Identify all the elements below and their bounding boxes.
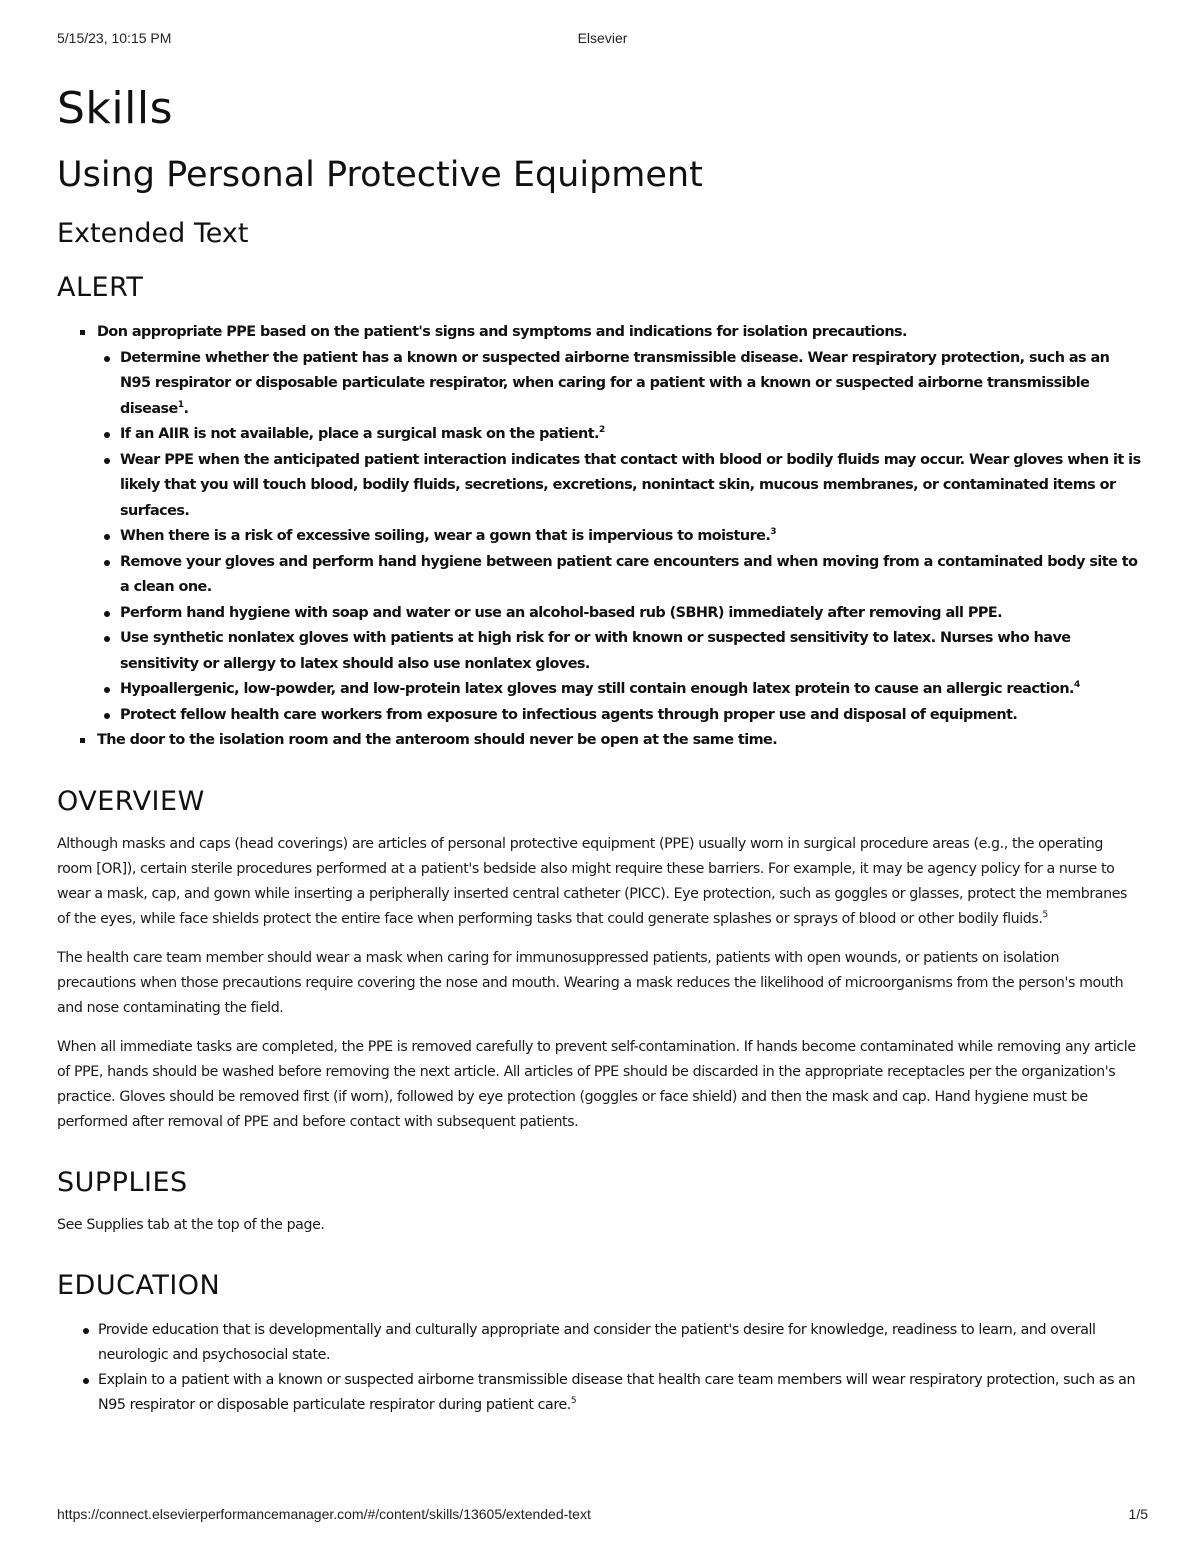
print-url: https://connect.elsevierperformancemanager.com/#/content/skills/13605/extended-text — [57, 1506, 591, 1522]
overview-paragraph: When all immediate tasks are completed, the PPE is removed carefully to prevent self-contamination. If hands become contaminated while removing any article of PPE, hands should be washed before removing the next article. All articles of PPE should be discarded in the appropriate receptacles per the organization's practice. Gloves should be removed first (if worn), followed by eye protection (goggles or face shield) and then the mask and cap. Hand hygiene must be performed after removal of PPE and before contact with subsequent patients. — [57, 1038, 1136, 1130]
alert-subitem-text: Remove your gloves and perform hand hygiene between patient care encounters and when moving from a contaminated body site to a clean one. — [120, 553, 1138, 595]
alert-list — [57, 320, 1142, 754]
alert-subitem-text: Hypoallergenic, low-powder, and low-protein latex gloves may still contain enough latex protein to cause an allergic reaction. — [120, 681, 1074, 697]
alert-subitem — [102, 601, 1142, 627]
reference-marker[interactable]: 4 — [1073, 680, 1080, 690]
education-item — [81, 1368, 1142, 1418]
reference-marker[interactable]: 2 — [598, 425, 605, 435]
alert-subitem-text: Perform hand hygiene with soap and water or use an alcohol-based rub (SBHR) immediately after removing all PPE. — [120, 604, 1003, 621]
print-datetime: 5/15/23, 10:15 PM — [57, 30, 172, 46]
alert-subitem — [102, 550, 1142, 601]
alert-subitem-text: Wear PPE when the anticipated patient interaction indicates that contact with blood or bodily fluids may occur. Wear gloves when it is likely that you will touch blood, bodily fluids, secretions, excretions, nonintact skin, mucous membranes, or contaminated items or surfaces. — [120, 451, 1141, 519]
reference-marker[interactable]: 1 — [177, 399, 184, 410]
overview-paragraph: The health care team member should wear a mask when caring for immunosuppressed patients, patients with open wounds, or patients on isolation precautions when those precautions require covering the nose and mouth. Wearing a mask reduces the likelihood of microorganisms from the person's mouth and nose contaminating the field. — [57, 949, 1124, 1016]
alert-subitem — [102, 626, 1142, 677]
reference-marker[interactable]: 5 — [1042, 909, 1048, 920]
print-header — [57, 30, 1148, 50]
alert-item-text: The door to the isolation room and the anteroom should never be open at the same time. — [97, 732, 778, 748]
alert-item — [97, 320, 1142, 728]
alert-subitem-text: Use synthetic nonlatex gloves with patients at high risk for or with known or suspected sensitivity to latex. Nurses who have sensitivity or allergy to latex should also use nonlatex gloves. — [120, 630, 1071, 672]
alert-item-text: Don appropriate PPE based on the patient's signs and symptoms and indications for isolation precautions. — [97, 324, 907, 340]
alert-subitem-text: Protect fellow health care workers from exposure to infectious agents through proper use and disposal of equipment. — [120, 706, 1018, 723]
alert-subitem — [102, 422, 1142, 448]
print-site-title: Elsevier — [577, 30, 628, 46]
page-number: 1/5 — [1128, 1506, 1148, 1522]
alert-item — [97, 728, 1142, 754]
reference-marker[interactable]: 5 — [570, 1395, 577, 1406]
education-item — [81, 1318, 1142, 1368]
alert-heading: ALERT — [57, 272, 144, 303]
alert-subitem — [102, 524, 1142, 550]
alert-subitem — [102, 346, 1142, 423]
alert-sublist — [97, 346, 1142, 729]
extended-text-heading: Extended Text — [57, 218, 249, 249]
alert-subitem-text: If an AIIR is not available, place a surgical mask on the patient. — [120, 426, 599, 442]
reference-marker[interactable]: 3 — [770, 527, 776, 537]
overview-paragraph — [57, 832, 1142, 932]
alert-subitem — [102, 448, 1142, 525]
overview-heading: OVERVIEW — [57, 785, 205, 817]
education-item-text: Explain to a patient with a known or suspected airborne transmissible disease that health care team members will wear respiratory protection, such as an N95 respirator or disposable particulate respirator during patient care. — [98, 1371, 1136, 1413]
alert-subitem-text: When there is a risk of excessive soiling, wear a gown that is impervious to moisture. — [120, 528, 771, 544]
alert-subitem — [102, 677, 1142, 703]
category-heading: Skills — [57, 83, 174, 134]
alert-subitem-suffix: . — [183, 400, 189, 417]
overview-paragraph-text: Although masks and caps (head coverings) are articles of personal protective equipment (PPE) usually worn in surgical procedure areas (e.g., the operating room [OR]), certain sterile procedures performed at a patient's bedside also might require these barriers. For example, it may be agency policy for a nurse to wear a mask, cap, and gown while inserting a peripherally inserted central catheter (PICC). Eye protection, such as goggles or glasses, protect the membranes of the eyes, while face shields protect the entire face when performing tasks that could generate splashes or sprays of blood or other bodily fluids. — [57, 835, 1128, 927]
alert-subitem-text: Determine whether the patient has a known or suspected airborne transmissible disease. Wear respiratory protection, such as an N95 respirator or disposable particulate respirator, when caring for a patient with a known or suspected airborne transmissible disease — [120, 349, 1110, 417]
education-item-text: Provide education that is developmentally and culturally appropriate and consider the patient's desire for knowledge, readiness to learn, and overall neurologic and psychosocial state. — [98, 1321, 1096, 1363]
supplies-heading: SUPPLIES — [57, 1166, 188, 1198]
education-list — [57, 1318, 1142, 1418]
print-footer — [57, 1506, 1148, 1526]
supplies-text: See Supplies tab at the top of the page. — [57, 1216, 325, 1233]
document-content — [57, 78, 1142, 1418]
education-heading: EDUCATION — [57, 1269, 221, 1301]
alert-subitem — [102, 703, 1142, 729]
skill-title: Using Personal Protective Equipment — [57, 155, 703, 195]
